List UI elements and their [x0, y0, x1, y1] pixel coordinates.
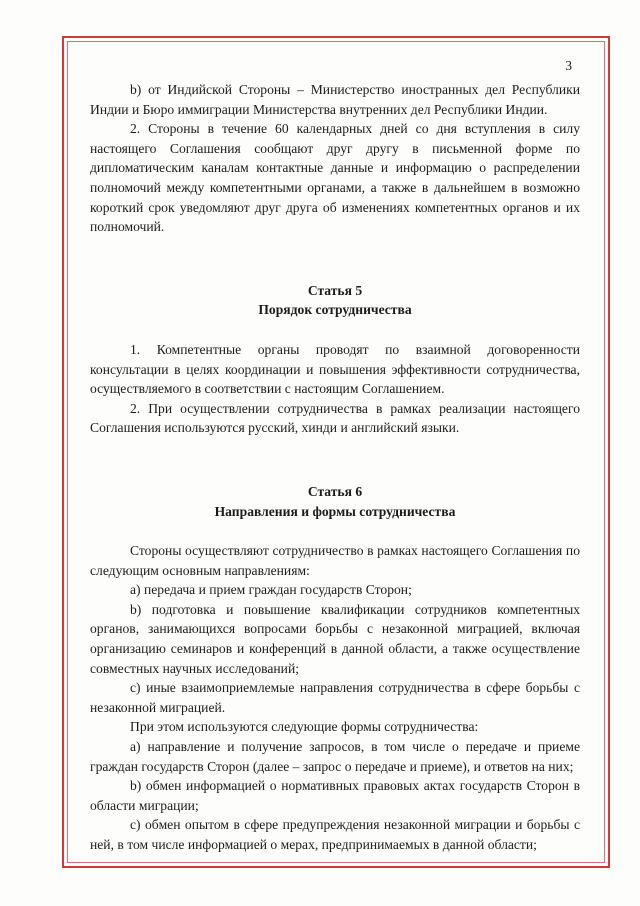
article-6-paragraph: При этом используются следующие формы сотрудничества: [130, 719, 479, 735]
article-6-paragraph: Стороны осуществляют сотрудничество в рамках настоящего Соглашения по следующим основным направлениям: [90, 543, 580, 578]
document-body [90, 80, 580, 855]
page-number: 3 [565, 58, 572, 73]
spacer [90, 438, 580, 482]
article-6-paragraph: а) передача и прием граждан государств Сторон; [130, 582, 412, 598]
article-6-paragraph: c) обмен опытом в сфере предупреждения незаконной миграции и борьбы с ней, в том числе информацией о мерах, предпринимаемых в данной области; [90, 817, 580, 852]
article-6-paragraph: c) иные взаимоприемлемые направления сотрудничества в сфере борьбы с незаконной миграцией. [90, 680, 580, 715]
article-5-paragraph-1: 1. Компетентные органы проводят по взаимной договоренности консультации в целях координации и повышения эффективности сотрудничества, осуществляемого в соответствии с настоящим Соглашением. [90, 341, 580, 397]
paragraph-intro-2: 2. Стороны в течение 60 календарных дней со дня вступления в силу настоящего Соглашения сообщают друг другу в письменной форме по дипломатическим каналам контактные данные и информацию о распределении полномочий между компетентными органами, а также в дальнейшем в возможно короткий срок уведомляют друг друга об изменениях компетентных органов и их полномочий. [90, 121, 580, 235]
article-6-paragraph: b) обмен информацией о нормативных правовых актах государств Сторон в области миграции; [90, 778, 580, 813]
article-6-title: Направления и формы сотрудничества [214, 503, 456, 519]
paragraph-intro-b: b) от Индийской Стороны – Министерство иностранных дел Республики Индии и Бюро иммиграции Министерства внутренних дел Республики Индии. [90, 82, 580, 117]
spacer [90, 521, 580, 541]
article-6-paragraph: b) подготовка и повышение квалификации сотрудников компетентных органов, занимающихся вопросами борьбы с незаконной миграцией, включая организацию семинаров и конференций в данной области, а также осуществление совместных научных исследований; [90, 601, 580, 676]
spacer [90, 320, 580, 340]
article-6-paragraph: а) направление и получение запросов, в том числе о передаче и приеме граждан государств Сторон (далее – запрос о передаче и приеме), и ответов на них; [90, 739, 580, 774]
article-6-number: Статья 6 [307, 483, 363, 499]
spacer [90, 237, 580, 281]
article-5-paragraph-2: 2. При осуществлении сотрудничества в рамках реализации настоящего Соглашения используются русский, хинди и английский языки. [90, 400, 580, 436]
article-5-title: Порядок сотрудничества [258, 302, 412, 318]
article-5-number: Статья 5 [307, 282, 363, 298]
